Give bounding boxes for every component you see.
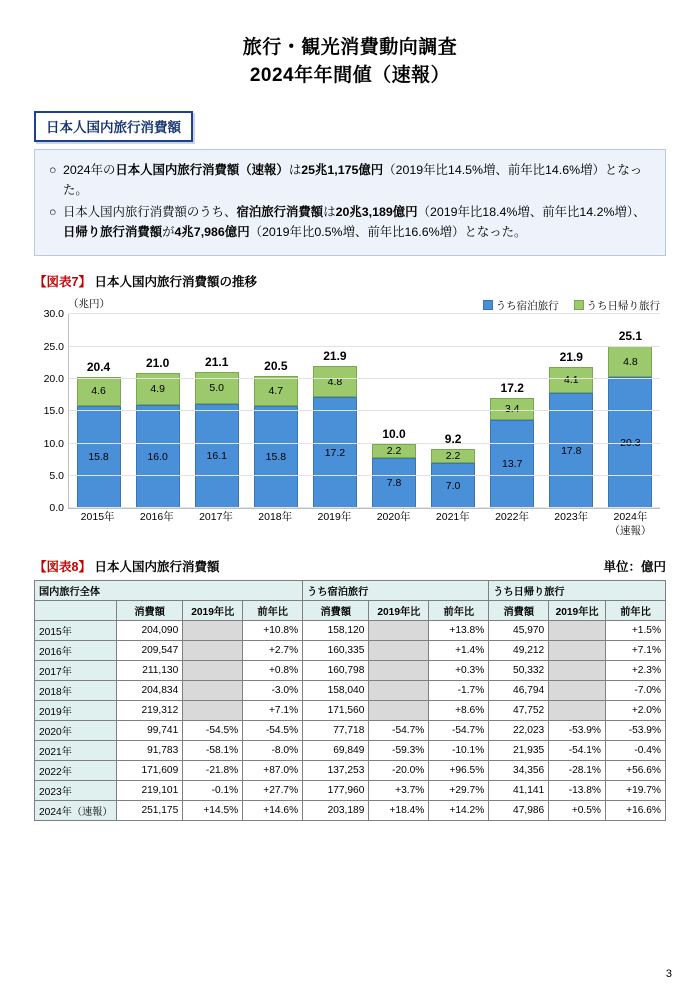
table-cell: +13.8% bbox=[429, 621, 489, 641]
table-row bbox=[35, 641, 666, 661]
bullet-marker: ○ bbox=[49, 205, 57, 220]
table-cell: 203,189 bbox=[303, 801, 369, 821]
chart-bar-column bbox=[542, 314, 601, 508]
figure8-tag: 【図表8】 bbox=[34, 560, 91, 575]
table-cell: -54.5% bbox=[183, 721, 243, 741]
legend-label-day: うち日帰り旅行 bbox=[586, 300, 660, 313]
chart-segment-day-value: 4.1 bbox=[563, 374, 579, 387]
chart-y-tick: 10.0 bbox=[43, 437, 64, 450]
table-row bbox=[35, 801, 666, 821]
legend-swatch-day bbox=[574, 300, 584, 310]
table-cell: -10.1% bbox=[429, 741, 489, 761]
chart-bar-stack bbox=[549, 314, 593, 508]
page-number: 3 bbox=[665, 968, 672, 980]
chart-segment-day-value: 4.7 bbox=[268, 385, 284, 398]
table-cell: +1.5% bbox=[605, 621, 665, 641]
table-cell: +2.0% bbox=[605, 701, 665, 721]
chart-x-label: 2024年 （速報） bbox=[609, 511, 652, 537]
summary-bold: 宿泊旅行消費額 bbox=[236, 205, 324, 220]
chart-x-label: 2020年 bbox=[376, 511, 411, 524]
table-cell: 99,741 bbox=[117, 721, 183, 741]
table-row-year: 2016年 bbox=[35, 641, 117, 661]
chart-segment-stay-value: 20.3 bbox=[620, 436, 641, 449]
chart-segment-day-value: 3.4 bbox=[504, 402, 520, 415]
bullet-marker: ○ bbox=[49, 163, 57, 178]
chart-bar-stack bbox=[77, 314, 121, 508]
table-cell: +10.8% bbox=[243, 621, 303, 641]
chart-y-tick: 25.0 bbox=[43, 340, 64, 353]
table-cell: 160,798 bbox=[303, 661, 369, 681]
table-sub-header: 前年比 bbox=[429, 601, 489, 621]
summary-text: は bbox=[323, 205, 336, 220]
chart-bar-column bbox=[246, 314, 305, 508]
table-row-year: 2017年 bbox=[35, 661, 117, 681]
table-cell: 47,986 bbox=[489, 801, 549, 821]
table-cell: +19.7% bbox=[605, 781, 665, 801]
chart-segment-day-value: 4.9 bbox=[150, 383, 165, 396]
chart-segment-stay-value: 13.7 bbox=[501, 458, 523, 471]
legend-item-stay bbox=[483, 298, 559, 313]
figure7-title: 日本人国内旅行消費額の推移 bbox=[94, 275, 257, 290]
table-cell: 50,332 bbox=[489, 661, 549, 681]
table-cell: 49,212 bbox=[489, 641, 549, 661]
table-cell bbox=[183, 621, 243, 641]
table-cell: 211,130 bbox=[117, 661, 183, 681]
table-cell: +2.3% bbox=[605, 661, 665, 681]
chart-total-value: 21.9 bbox=[559, 349, 583, 364]
summary-box bbox=[34, 149, 666, 256]
table-sub-header: 消費額 bbox=[117, 601, 183, 621]
table-cell: 158,040 bbox=[303, 681, 369, 701]
table-row-year: 2018年 bbox=[35, 681, 117, 701]
table-corner-label: 国内旅行全体 bbox=[35, 581, 303, 601]
table-sub-header: 2019年比 bbox=[549, 601, 606, 621]
table-cell: +18.4% bbox=[369, 801, 429, 821]
chart-total-value: 20.5 bbox=[264, 358, 288, 373]
table-cell: +16.6% bbox=[605, 801, 665, 821]
chart-bar-stack bbox=[254, 314, 298, 508]
table-row-year: 2015年 bbox=[35, 621, 117, 641]
table-cell: +1.4% bbox=[429, 641, 489, 661]
chart-bar-column bbox=[483, 314, 542, 508]
table-row bbox=[35, 781, 666, 801]
table-row bbox=[35, 621, 666, 641]
chart-segment-stay-value: 15.8 bbox=[265, 451, 287, 464]
table-cell: 158,120 bbox=[303, 621, 369, 641]
chart-total-value: 17.2 bbox=[500, 380, 524, 395]
summary-text: 2024年の bbox=[63, 163, 116, 178]
table-cell: +14.2% bbox=[429, 801, 489, 821]
figure7-tag: 【図表7】 bbox=[34, 275, 91, 290]
table-cell: +0.5% bbox=[549, 801, 606, 821]
table-header-row-2 bbox=[35, 601, 666, 621]
chart-y-tick: 0.0 bbox=[49, 502, 64, 515]
consumption-table bbox=[34, 580, 666, 821]
chart-x-label: 2015年 bbox=[80, 511, 115, 524]
table-cell: 251,175 bbox=[117, 801, 183, 821]
table-cell: -13.8% bbox=[549, 781, 606, 801]
chart-bar-column bbox=[364, 314, 423, 508]
table-cell bbox=[183, 701, 243, 721]
table-group-header: うち宿泊旅行 bbox=[303, 581, 489, 601]
chart-x-label: 2019年 bbox=[317, 511, 352, 524]
chart-bar-stack bbox=[313, 314, 357, 508]
table-cell: -0.4% bbox=[605, 741, 665, 761]
table-sub-header: 2019年比 bbox=[369, 601, 429, 621]
table-cell: 171,609 bbox=[117, 761, 183, 781]
chart-bar-column bbox=[128, 314, 187, 508]
chart-segment-day-value: 4.6 bbox=[91, 385, 106, 398]
table-cell: +3.7% bbox=[369, 781, 429, 801]
section-heading: 日本人国内旅行消費額 bbox=[34, 111, 193, 142]
chart-segment-day bbox=[431, 449, 475, 463]
table-sub-header: 消費額 bbox=[489, 601, 549, 621]
chart-gridline bbox=[43, 340, 660, 353]
chart-bar-stack bbox=[372, 314, 416, 508]
chart-total-value: 25.1 bbox=[618, 329, 643, 344]
summary-bullet-1 bbox=[49, 160, 651, 200]
table-cell bbox=[549, 641, 606, 661]
table-cell: +56.6% bbox=[605, 761, 665, 781]
table-cell: +2.7% bbox=[243, 641, 303, 661]
chart-bar-column bbox=[69, 314, 128, 508]
table-cell: 91,783 bbox=[117, 741, 183, 761]
table-cell: 204,834 bbox=[117, 681, 183, 701]
table-row bbox=[35, 761, 666, 781]
table-row bbox=[35, 721, 666, 741]
summary-bold: 4兆7,986億円 bbox=[174, 225, 250, 240]
chart-x-label: 2022年 bbox=[495, 511, 529, 524]
chart-bar-stack bbox=[195, 314, 239, 508]
chart-gridline bbox=[43, 308, 660, 321]
chart-segment-day bbox=[549, 367, 593, 394]
table-cell: -21.8% bbox=[183, 761, 243, 781]
figure7-caption bbox=[34, 272, 666, 290]
chart-plot-area bbox=[43, 308, 660, 515]
chart-y-tick: 5.0 bbox=[49, 470, 64, 483]
table-cell: 137,253 bbox=[303, 761, 369, 781]
summary-text: 日本人国内旅行消費額のうち、 bbox=[63, 205, 237, 220]
table-cell: 69,849 bbox=[303, 741, 369, 761]
table-cell bbox=[549, 701, 606, 721]
chart-total-value: 10.0 bbox=[382, 426, 406, 441]
table-row-year: 2024年（速報） bbox=[35, 801, 117, 821]
table-cell bbox=[369, 621, 429, 641]
chart-unit-label: （兆円） bbox=[68, 298, 110, 311]
summary-text: （2019年比0.5%増、前年比16.6%増）となった。 bbox=[249, 225, 527, 240]
chart-segment-stay-value: 17.8 bbox=[561, 444, 582, 457]
table-cell: -3.0% bbox=[243, 681, 303, 701]
table-cell: +7.1% bbox=[605, 641, 665, 661]
chart-bar-column bbox=[424, 314, 483, 508]
chart-segment-stay bbox=[77, 406, 121, 508]
table-cell: -20.0% bbox=[369, 761, 429, 781]
table-cell: 22,023 bbox=[489, 721, 549, 741]
chart-segment-day bbox=[372, 444, 416, 458]
chart-segment-day-value: 4.8 bbox=[623, 355, 638, 368]
table-cell: -53.9% bbox=[549, 721, 606, 741]
table-cell bbox=[369, 661, 429, 681]
chart-x-axis-labels bbox=[68, 511, 660, 541]
chart-segment-day bbox=[77, 377, 121, 407]
chart-total-value: 21.1 bbox=[205, 355, 229, 370]
table-cell: +8.6% bbox=[429, 701, 489, 721]
chart-segment-day-value: 5.0 bbox=[209, 382, 225, 395]
chart-y-tick: 30.0 bbox=[43, 308, 64, 321]
chart-segment-stay bbox=[431, 463, 475, 508]
chart-segment-day bbox=[313, 366, 357, 397]
table-cell: -54.7% bbox=[369, 721, 429, 741]
table-cell bbox=[549, 661, 606, 681]
table-cell bbox=[369, 641, 429, 661]
chart-x-label: 2017年 bbox=[199, 511, 233, 524]
table-cell bbox=[183, 661, 243, 681]
chart-segment-stay-value: 7.0 bbox=[445, 479, 461, 492]
table-header-row-1 bbox=[35, 581, 666, 601]
legend-swatch-stay bbox=[483, 300, 493, 310]
table-cell bbox=[183, 681, 243, 701]
chart-segment-day bbox=[254, 376, 298, 406]
chart-segment-stay bbox=[372, 458, 416, 508]
chart-segment-day-value: 2.2 bbox=[445, 450, 461, 463]
table-cell: +27.7% bbox=[243, 781, 303, 801]
chart-segment-day bbox=[490, 398, 534, 420]
table-cell: 41,141 bbox=[489, 781, 549, 801]
chart-gridline bbox=[49, 502, 660, 515]
table-cell: +14.6% bbox=[243, 801, 303, 821]
chart-bar-column bbox=[601, 314, 660, 508]
table-sub-header: 前年比 bbox=[605, 601, 665, 621]
table-cell: 171,560 bbox=[303, 701, 369, 721]
legend-item-day bbox=[574, 298, 661, 313]
table-cell bbox=[369, 701, 429, 721]
table-row-year: 2021年 bbox=[35, 741, 117, 761]
table-cell: -1.7% bbox=[429, 681, 489, 701]
table-group-header: うち日帰り旅行 bbox=[489, 581, 666, 601]
table-row-year: 2020年 bbox=[35, 721, 117, 741]
table-cell: -54.1% bbox=[549, 741, 606, 761]
table-cell: 47,752 bbox=[489, 701, 549, 721]
figure8-caption bbox=[34, 557, 666, 575]
chart-segment-stay bbox=[313, 397, 357, 508]
chart-segment-stay-value: 7.8 bbox=[386, 477, 402, 490]
chart-y-tick: 15.0 bbox=[43, 405, 64, 418]
chart-bar-column bbox=[187, 314, 246, 508]
table-cell: +0.8% bbox=[243, 661, 303, 681]
chart-segment-day-value: 2.2 bbox=[386, 444, 402, 457]
table-sub-header: 前年比 bbox=[243, 601, 303, 621]
chart-bar-stack bbox=[431, 314, 475, 508]
table-header-blank bbox=[35, 601, 117, 621]
table-cell: 45,970 bbox=[489, 621, 549, 641]
table-cell bbox=[549, 681, 606, 701]
chart-total-value: 21.0 bbox=[145, 356, 170, 371]
table-cell: +96.5% bbox=[429, 761, 489, 781]
chart-total-value: 9.2 bbox=[444, 431, 462, 446]
chart-bars bbox=[69, 314, 660, 508]
chart-legend bbox=[471, 298, 660, 313]
table-cell: 209,547 bbox=[117, 641, 183, 661]
legend-label-stay: うち宿泊旅行 bbox=[495, 300, 559, 313]
table-cell bbox=[549, 621, 606, 641]
table-cell: 21,935 bbox=[489, 741, 549, 761]
table-cell: 219,312 bbox=[117, 701, 183, 721]
table-cell: 46,794 bbox=[489, 681, 549, 701]
chart-segment-stay bbox=[254, 406, 298, 508]
table-cell: -8.0% bbox=[243, 741, 303, 761]
chart-total-value: 20.4 bbox=[86, 359, 111, 374]
chart-segment-stay bbox=[195, 404, 239, 508]
title-line-2: 2024年年間値（速報） bbox=[249, 64, 451, 86]
chart-segment-stay-value: 17.2 bbox=[324, 446, 346, 459]
chart-bar-column bbox=[305, 314, 364, 508]
table-sub-header: 消費額 bbox=[303, 601, 369, 621]
chart-bar-stack bbox=[490, 314, 534, 508]
table-cell: 160,335 bbox=[303, 641, 369, 661]
summary-bold: 20兆3,189億円 bbox=[335, 205, 418, 220]
table-cell bbox=[369, 681, 429, 701]
chart-x-label: 2016年 bbox=[139, 511, 174, 524]
table-cell: -53.9% bbox=[605, 721, 665, 741]
chart-bar-stack bbox=[608, 314, 652, 508]
chart-segment-stay bbox=[136, 405, 180, 508]
table-cell bbox=[183, 641, 243, 661]
chart-segment-stay-value: 16.0 bbox=[147, 450, 168, 463]
table-cell: +0.3% bbox=[429, 661, 489, 681]
summary-bold: 日本人国内旅行消費額（速報） bbox=[115, 163, 289, 178]
figure8-unit: 単位：億円 bbox=[603, 560, 666, 575]
chart-bar-stack bbox=[136, 314, 180, 508]
chart-y-tick: 20.0 bbox=[43, 373, 64, 386]
table-cell: -28.1% bbox=[549, 761, 606, 781]
table-row bbox=[35, 701, 666, 721]
summary-bold: 日帰り旅行消費額 bbox=[63, 225, 163, 240]
chart-gridline bbox=[49, 470, 660, 483]
table-cell: -0.1% bbox=[183, 781, 243, 801]
chart-x-label: 2018年 bbox=[258, 511, 293, 524]
chart-x-label: 2023年 bbox=[554, 511, 589, 524]
table-cell: 34,356 bbox=[489, 761, 549, 781]
table-row bbox=[35, 661, 666, 681]
table-row-year: 2019年 bbox=[35, 701, 117, 721]
table-cell: 204,090 bbox=[117, 621, 183, 641]
chart-segment-day-value: 4.8 bbox=[327, 375, 343, 388]
table-row bbox=[35, 741, 666, 761]
table-cell: -58.1% bbox=[183, 741, 243, 761]
summary-text: （2019年比14.5%増、前年比14.6%増）となった。 bbox=[63, 163, 643, 198]
chart-segment-stay-value: 16.1 bbox=[206, 450, 227, 463]
summary-text: が bbox=[162, 225, 175, 240]
summary-bold: 25兆1,175億円 bbox=[301, 163, 384, 178]
table-sub-header: 2019年比 bbox=[183, 601, 243, 621]
table-row-year: 2023年 bbox=[35, 781, 117, 801]
table-row-year: 2022年 bbox=[35, 761, 117, 781]
chart-segment-day bbox=[195, 372, 239, 404]
table-cell: -54.5% bbox=[243, 721, 303, 741]
chart-segment-day bbox=[608, 346, 652, 377]
figure8-title: 日本人国内旅行消費額 bbox=[94, 560, 220, 575]
chart-segment-stay bbox=[490, 420, 534, 509]
table-cell: 219,101 bbox=[117, 781, 183, 801]
table-cell: -7.0% bbox=[605, 681, 665, 701]
table-cell: +7.1% bbox=[243, 701, 303, 721]
summary-bullet-2 bbox=[49, 202, 651, 242]
chart-figure7 bbox=[34, 296, 666, 541]
table-cell: -59.3% bbox=[369, 741, 429, 761]
table-row bbox=[35, 681, 666, 701]
table-cell: 177,960 bbox=[303, 781, 369, 801]
table-cell: -54.7% bbox=[429, 721, 489, 741]
page-title bbox=[34, 34, 666, 89]
table-cell: +29.7% bbox=[429, 781, 489, 801]
chart-total-value: 21.9 bbox=[323, 349, 347, 364]
table-cell: 77,718 bbox=[303, 721, 369, 741]
table-cell: +87.0% bbox=[243, 761, 303, 781]
table-cell: +14.5% bbox=[183, 801, 243, 821]
chart-segment-stay-value: 15.8 bbox=[88, 451, 109, 464]
title-line-1: 旅行・観光消費動向調査 bbox=[242, 37, 458, 58]
summary-text: （2019年比18.4%増、前年比14.2%増）、 bbox=[417, 205, 646, 220]
summary-text: は bbox=[288, 163, 302, 178]
chart-x-label: 2021年 bbox=[435, 511, 470, 524]
